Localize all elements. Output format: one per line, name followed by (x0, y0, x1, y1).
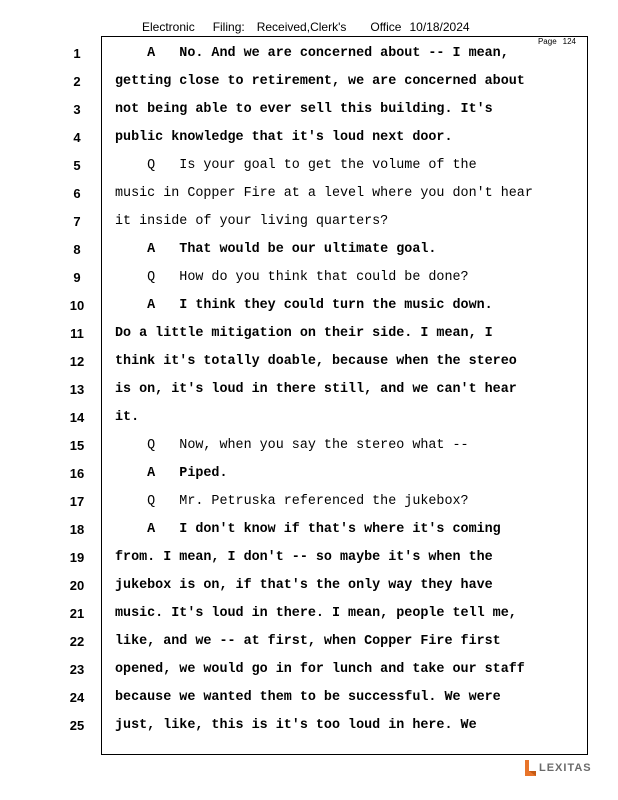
transcript-line: Q Now, when you say the stereo what -- (115, 438, 469, 453)
line-number: 12 (69, 354, 85, 369)
transcript-line: getting close to retirement, we are concerned about (115, 74, 525, 89)
line-number: 25 (69, 718, 85, 733)
filing-header-office: Office (370, 20, 402, 34)
filing-header-received: Received,Clerk's (256, 20, 347, 34)
filing-header-filing: Filing: (212, 20, 245, 34)
transcript-line: A No. And we are concerned about -- I mean, (115, 46, 509, 61)
line-number: 9 (73, 270, 81, 285)
filing-header-date: 10/18/2024 (409, 20, 470, 34)
page-label-number: 124 (562, 37, 576, 46)
transcript-line: think it's totally doable, because when the stereo (115, 354, 517, 369)
transcript-line: opened, we would go in for lunch and take our staff (115, 662, 525, 677)
transcript-line: A Piped. (115, 466, 228, 481)
line-number: 23 (69, 662, 85, 677)
line-number: 14 (69, 410, 85, 425)
line-number: 17 (69, 494, 85, 509)
transcript-line: is on, it's loud in there still, and we can't hear (115, 382, 517, 397)
transcript-line: music in Copper Fire at a level where you don't hear (115, 186, 533, 201)
page-label-text: Page (537, 37, 557, 46)
transcript-line: music. It's loud in there. I mean, people tell me, (115, 606, 517, 621)
line-number: 5 (73, 158, 81, 173)
transcript-line: it inside of your living quarters? (115, 214, 389, 229)
line-number: 1 (73, 46, 81, 61)
transcript-line: Q Is your goal to get the volume of the (115, 158, 477, 173)
transcript-line: from. I mean, I don't -- so maybe it's when the (115, 550, 493, 565)
transcript-line: just, like, this is it's too loud in here. We (115, 718, 477, 733)
transcript-line: A I don't know if that's where it's coming (115, 522, 501, 537)
line-number: 11 (70, 326, 84, 341)
line-number: 16 (69, 466, 85, 481)
line-number: 20 (69, 578, 85, 593)
filing-header-electronic: Electronic (142, 20, 195, 34)
transcript-line: because we wanted them to be successful. We were (115, 690, 501, 705)
lexitas-logo-text: LEXITAS (539, 762, 592, 774)
line-number: 3 (73, 102, 81, 117)
line-number: 6 (73, 186, 81, 201)
line-number: 10 (69, 298, 85, 313)
line-number: 4 (73, 130, 81, 145)
lexitas-logo (524, 758, 592, 778)
transcript-line: jukebox is on, if that's the only way they have (115, 578, 493, 593)
line-number: 15 (69, 438, 85, 453)
transcript-line: Q Mr. Petruska referenced the jukebox? (115, 494, 469, 509)
line-number: 21 (69, 606, 85, 621)
transcript-line: public knowledge that it's loud next door. (115, 130, 453, 145)
line-number: 7 (73, 214, 81, 229)
line-number: 24 (69, 690, 85, 705)
line-number: 19 (69, 550, 85, 565)
line-number: 8 (73, 242, 81, 257)
line-number: 18 (69, 522, 85, 537)
line-number: 2 (73, 74, 81, 89)
filing-header (142, 20, 470, 34)
line-number: 13 (69, 382, 85, 397)
transcript-line: not being able to ever sell this building. It's (115, 102, 493, 117)
transcript-line: Q How do you think that could be done? (115, 270, 469, 285)
transcript-line: Do a little mitigation on their side. I mean, I (115, 326, 493, 341)
transcript-line: A I think they could turn the music down. (115, 298, 493, 313)
line-number: 22 (69, 634, 85, 649)
transcript-line: it. (115, 410, 140, 425)
lexitas-logo-icon (524, 760, 537, 776)
transcript-line: like, and we -- at first, when Copper Fire first (115, 634, 501, 649)
transcript-line: A That would be our ultimate goal. (115, 242, 437, 257)
